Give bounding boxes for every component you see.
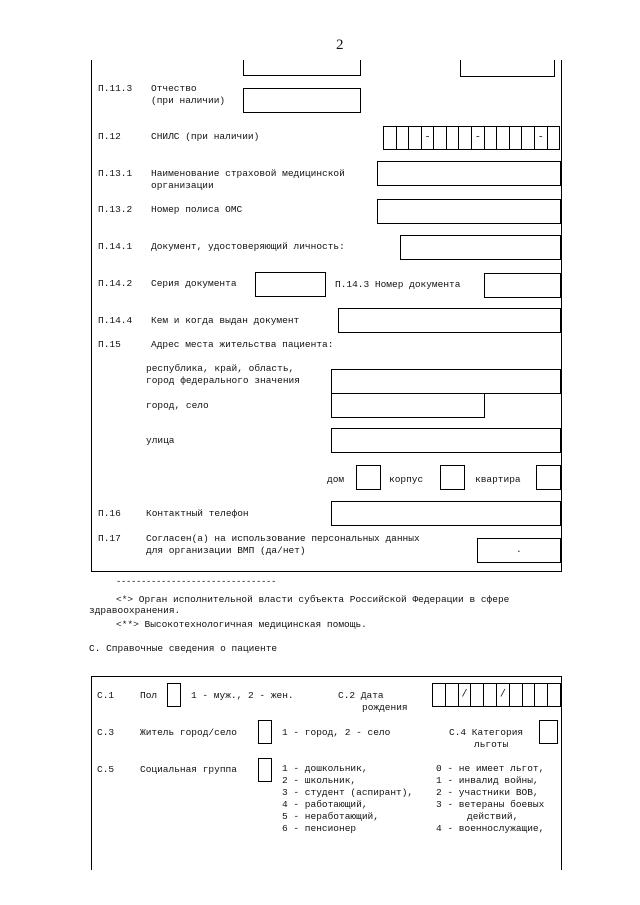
c1-label: Пол [140,690,158,701]
oms-policy-field[interactable] [377,199,561,224]
p17-label-2: для организации ВМП (да/нет) [146,545,306,556]
house-label: дом [327,474,345,485]
page-number: 2 [336,37,344,53]
patronymic-field[interactable] [243,88,361,113]
p13-2-code: П.13.2 [98,204,133,215]
c3-label: Житель город/село [140,727,237,738]
c1-options: 1 - муж., 2 - жен. [191,690,294,701]
section-c-title: С. Справочные сведения о пациенте [89,643,278,654]
social-group-item: 5 - неработающий, [282,811,379,822]
document-number-field[interactable] [484,273,561,298]
p17-label: Согласен(а) на использование персональных данных [146,533,420,544]
region-field[interactable] [331,369,561,394]
benefit-item: 4 - военнослужащие, [436,823,545,834]
benefit-item: действий, [467,811,519,822]
benefit-category-field[interactable] [539,720,558,744]
region-label: республика, край, область, [146,363,295,374]
social-group-item: 4 - работающий, [282,799,368,810]
footnote-divider: -------------------------------- [116,577,277,587]
c3-code: С.3 [97,727,115,738]
consent-field[interactable]: . [477,538,561,563]
prev-field-box-2 [460,60,555,77]
c2-label: С.2 Дата [338,690,384,701]
footnote-1: <*> Орган исполнительной власти субъекта Российской Федерации в сфере [116,594,510,605]
document-issued-field[interactable] [338,308,561,333]
p11-3-code: П.11.3 [98,83,133,94]
flat-label: квартира [475,474,521,485]
building-field[interactable] [440,465,465,490]
p14-3-label: П.14.3 Номер документа [335,279,461,290]
sex-field[interactable] [167,683,181,707]
p15-label: Адрес места жительства пациента: [151,339,334,350]
benefit-item: 3 - ветераны боевых [436,799,545,810]
p12-label: СНИЛС (при наличии) [151,131,260,142]
street-field[interactable] [331,428,561,453]
identity-document-field[interactable] [400,235,561,260]
benefit-item: 2 - участники ВОВ, [436,787,539,798]
social-group-item: 3 - студент (аспирант), [282,787,414,798]
house-field[interactable] [356,465,381,490]
c5-code: С.5 [97,764,115,775]
benefit-item: 1 - инвалид войны, [436,775,539,786]
birth-date-field[interactable]: / / [432,683,561,707]
c1-code: С.1 [97,690,115,701]
p14-4-label: Кем и когда выдан документ [151,315,300,326]
c3-options: 1 - город, 2 - село [282,727,391,738]
snils-field[interactable]: - - - [383,126,560,150]
p14-2-code: П.14.2 [98,278,133,289]
p13-2-label: Номер полиса ОМС [151,204,243,215]
social-group-item: 1 - дошкольник, [282,763,368,774]
p11-3-label: Отчество [151,83,197,94]
c4-label-2: льготы [474,739,509,750]
p16-code: П.16 [98,508,121,519]
city-field[interactable] [331,394,485,418]
p14-4-code: П.14.4 [98,315,133,326]
footnote-2: <**> Высокотехнологичная медицинская помощь. [116,619,367,630]
prev-field-box [243,60,361,76]
p13-1-label-2: организации [151,180,214,191]
residence-field[interactable] [258,720,272,744]
p15-code: П.15 [98,339,121,350]
social-group-field[interactable] [258,758,272,782]
p16-label: Контактный телефон [146,508,249,519]
benefit-item: 0 - не имеет льгот, [436,763,545,774]
flat-field[interactable] [536,465,561,490]
p13-1-code: П.13.1 [98,168,133,179]
c5-label: Социальная группа [140,764,237,775]
street-label: улица [146,435,175,446]
p12-code: П.12 [98,131,121,142]
region-label-2: город федерального значения [146,375,300,386]
p14-1-code: П.14.1 [98,241,133,252]
c4-label: С.4 Категория [449,727,524,738]
city-label: город, село [146,400,209,411]
p13-1-label: Наименование страховой медицинской [151,168,345,179]
p14-2-label: Серия документа [151,278,237,289]
building-label: корпус [389,474,424,485]
phone-field[interactable] [331,501,561,526]
c2-label-2: рождения [362,702,408,713]
social-group-item: 6 - пенсионер [282,823,357,834]
social-group-item: 2 - школьник, [282,775,357,786]
document-series-field[interactable] [255,272,326,297]
p17-code: П.17 [98,533,121,544]
p11-3-label-2: (при наличии) [151,95,226,106]
insurance-org-field[interactable] [377,161,561,186]
p14-1-label: Документ, удостоверяющий личность: [151,241,345,252]
footnote-1-cont: здравоохранения. [89,605,181,616]
